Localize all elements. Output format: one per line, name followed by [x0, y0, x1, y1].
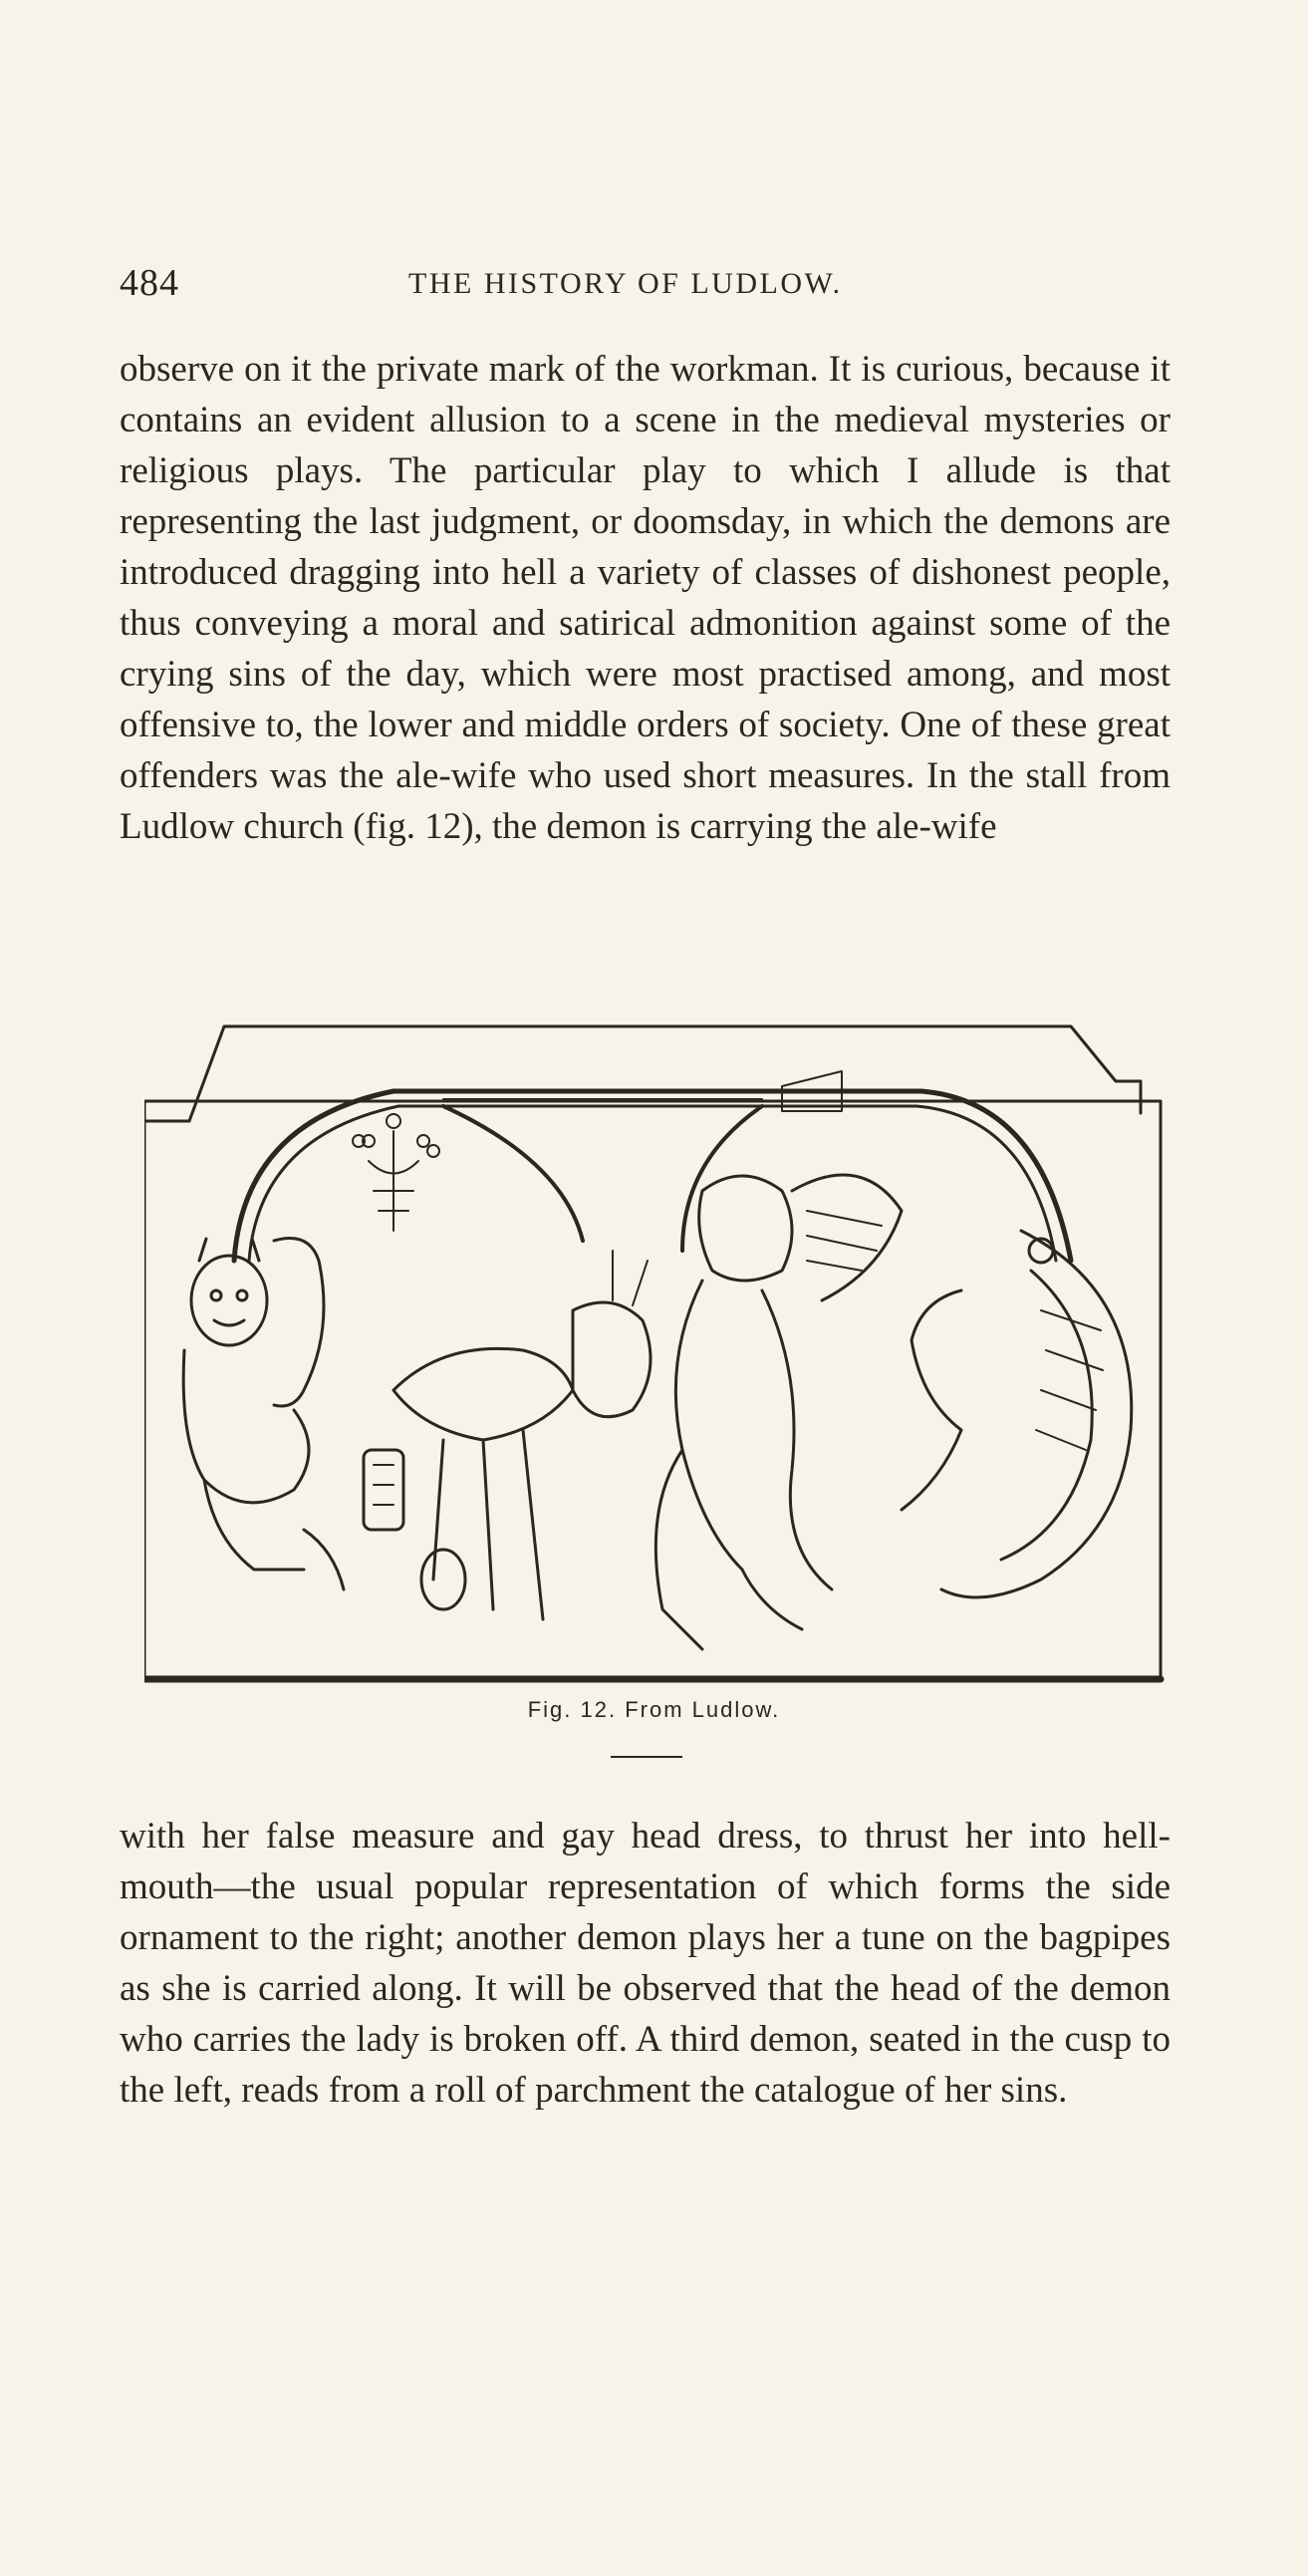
parchment-roll — [274, 1239, 324, 1407]
illustration-svg — [144, 1011, 1171, 1689]
page-number: 484 — [120, 262, 179, 304]
figure-caption: Fig. 12. From Ludlow. — [527, 1697, 781, 1722]
body-paragraph-2: with her false measure and gay head dress, to thrust her into hell-mouth—the usual popular representation of which forms the side ornament to the right; another demon plays her a tune on the bagpipes as she is carried along. It will be observed that the head of the demon who carries the lady is broken off. A third demon, seated in the cusp to the left, reads from a roll of parchment the catalogue of her sins. — [120, 1816, 1171, 2111]
body-paragraph-1: observe on it the private mark of the workman. It is curious, because it contains an evident allusion to a scene in the medieval mysteries or religious plays. The particular play to which I allude is that representing the last judgment, or doomsday, in which the demons are introduced dragging into hell a variety of classes of dishonest people, thus conveying a moral and satirical admonition against some of the crying sins of the day, which were most practised among, and most offensive to, the lower and middle orders of society. One of these great offenders was the ale-wife who used short measures. In the stall from Ludlow church (fig. 12), the demon is carrying the ale-wife — [120, 349, 1171, 847]
hell-mouth-ornament — [902, 1231, 1132, 1597]
bagpipes — [573, 1302, 651, 1417]
ale-wife-head — [421, 1550, 465, 1609]
demon-wing — [792, 1175, 902, 1300]
misericord-illustration — [144, 1011, 1171, 1689]
carrying-demon-figure — [655, 1175, 902, 1649]
page-header — [120, 261, 1205, 311]
plant-ornament — [353, 1114, 439, 1231]
running-title: THE HISTORY OF LUDLOW. — [408, 267, 843, 300]
separator-rule — [611, 1756, 682, 1758]
bagpipe-demon-figure — [573, 1251, 651, 1417]
ale-wife-figure — [364, 1348, 573, 1619]
left-demon-figure — [183, 1239, 344, 1590]
short-measure-jug — [364, 1450, 403, 1530]
